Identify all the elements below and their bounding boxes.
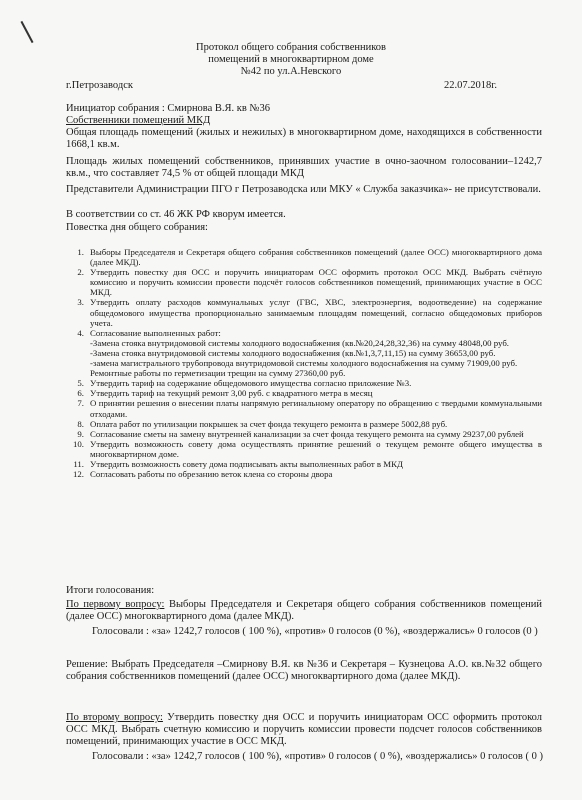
q2-text: Утвердить повестку дня ОСС и поручить инициаторам ОСС оформить протокол ОСС МКД. Выбрать счетную комиссию и поручить комиссии провести подсчет голосов собственников помещений, принимающих участие в ОСС МКД. <box>66 712 542 747</box>
agenda-item-text: Выборы Председателя и Секретаря общего собрания собственников помещений (далее ОСС) многоквартирного дома (далее МКД). <box>90 247 542 268</box>
q2-paragraph <box>66 712 542 748</box>
agenda-item-number: 9. <box>77 428 84 439</box>
agenda-item-text: Утвердить возможность совету дома осуществлять принятие решений о текущем ремонте общего имущества в многоквартирном доме. <box>90 438 542 459</box>
agenda-item-text: Утвердить возможность совету дома подписывать акты выполненных работ в МКД <box>90 458 403 469</box>
pen-mark <box>20 21 33 43</box>
agenda-subitem: -Замена стояка внутридомовой системы холодного водоснабжения (кв.№1,3,7,11,15) на сумму 36653,00 руб. <box>90 347 496 358</box>
title-line-1: Протокол общего собрания собственников <box>196 42 386 53</box>
title-line-2: помещений в многоквартирном доме <box>208 54 374 65</box>
agenda-item-text: Оплата работ по утилизации покрышек за счет фонда текущего ремонта в размере 5002,88 руб. <box>90 418 448 429</box>
agenda-item <box>66 459 542 469</box>
agenda-item <box>66 247 542 267</box>
agenda-item-text: Утвердить тариф на текущий ремонт 3,00 руб. с квадратного метра в месяц <box>90 388 373 399</box>
agenda-item-text: Согласование сметы на замену внутренней канализации за счет фонда текущего ремонта на сумму 29237,00 рублей <box>90 428 524 439</box>
city: г.Петрозаводск <box>66 80 133 91</box>
quorum: В соответствии со ст. 46 ЖК РФ кворум имеется. <box>66 209 286 220</box>
q1-text: Выборы Председателя и Секретаря общего собрания собственников помещений (далее ОСС) многоквартирного дома (далее МКД). <box>66 599 542 622</box>
agenda-item-number: 7. <box>77 398 84 409</box>
agenda-subitem: Ремонтные работы по герметизации трещин на сумму 27360,00 руб. <box>90 368 346 379</box>
agenda-item-number: 1. <box>77 247 84 257</box>
q1-decision: Решение: Выбрать Председателя –Смирнову В.Я. кв №36 и Секретаря – Кузнецова А.О. кв.№32 общего собрания собственников помещений (далее ОСС) многоквартирного дома (далее МКД). <box>66 659 542 682</box>
results-heading: Итоги голосования: <box>66 585 155 596</box>
agenda-subitem: -Замена стояка внутридомовой системы холодного водоснабжения (кв.№20,24,28,32,36) на сумму 48048,00 руб. <box>90 337 509 348</box>
agenda-item-text: Утвердить оплату расходов коммунальных услуг (ГВС, ХВС, электроэнергия, водоотведение) на содержание общедомового имущества пропорционально занимаемым площадям помещений, согласно общедомовых приборов учета. <box>90 297 542 328</box>
agenda-item-text: Утвердить повестку дня ОСС и поручить инициаторам ОСС оформить протокол ОСС МКД. Выбрать счётную комиссию и поручить комиссии провести подсчёт голосов собственников помещений, принимающих участие в ОСС МКД. <box>90 267 542 298</box>
agenda-item-text: Согласовать работы по обрезанию веток клена со стороны двора <box>90 469 333 480</box>
q1-votes: Голосовали : «за» 1242,7 голосов ( 100 %), «против» 0 голосов (0 %), «воздержались» 0 голосов (0 ) <box>92 626 538 637</box>
agenda-item-number: 3. <box>77 297 84 308</box>
agenda-item-number: 8. <box>77 418 84 429</box>
agenda-item <box>66 328 542 378</box>
q2-label: По второму вопросу: <box>66 712 163 723</box>
agenda-item-number: 4. <box>77 327 84 338</box>
agenda-item-text: О принятии решения о внесении платы напрямую регинальному оператору по обращению с твердыми коммунальными отходами. <box>90 398 542 419</box>
q1-label: По первому вопросу: <box>66 599 165 610</box>
representatives: Представители Администрации ПГО г Петрозаводска или МКУ « Служба заказчика»- не присутствовали. <box>66 184 541 195</box>
agenda-item-number: 11. <box>73 458 84 469</box>
agenda-list <box>66 247 542 479</box>
agenda-item-number: 2. <box>77 267 84 278</box>
title-line-3: №42 по ул.А.Невского <box>240 66 342 77</box>
agenda-item-number: 6. <box>77 388 84 399</box>
agenda-subitem: -замена магистрального трубопровода внутридомовой системы холодного водоснабжения на сумму 71909,00 руб. <box>90 358 518 369</box>
initiator: Инициатор собрания : Смирнова В.Я. кв №36 <box>66 103 270 114</box>
agenda-item <box>66 378 542 388</box>
q1-paragraph <box>66 599 542 623</box>
agenda-item-number: 5. <box>77 378 84 389</box>
agenda-item <box>66 439 542 459</box>
participating-area: Площадь жилых помещений собственников, принявших участие в очно-заочном голосовании–1242,7 кв.м., что составляет 74,5 % от общей площади МКД <box>66 156 542 179</box>
agenda-heading: Повестка дня общего собрания: <box>66 222 208 233</box>
agenda-item <box>66 419 542 429</box>
agenda-item-text: Утвердить тариф на содержание общедомового имущества согласно приложение №3. <box>90 378 412 389</box>
agenda-item <box>66 398 542 418</box>
agenda-item-text: Согласование выполненных работ: <box>90 327 221 338</box>
agenda-item <box>66 388 542 398</box>
agenda-item <box>66 429 542 439</box>
agenda-item <box>66 267 542 297</box>
q2-votes: Голосовали : «за» 1242,7 голосов ( 100 %), «против» 0 голосов ( 0 %), «воздержались» 0 голосов ( 0 ) <box>92 751 543 762</box>
date: 22.07.2018г. <box>444 80 497 91</box>
total-area: Общая площадь помещений (жилых и нежилых) в многоквартирном доме, находящихся в собственности 1668,1 кв.м. <box>66 127 542 150</box>
owners-heading: Собственники помещений МКД <box>66 115 211 126</box>
agenda-item <box>66 297 542 327</box>
agenda-item-number: 10. <box>73 438 84 449</box>
agenda-item-number: 12. <box>73 469 84 480</box>
agenda-item <box>66 469 542 479</box>
